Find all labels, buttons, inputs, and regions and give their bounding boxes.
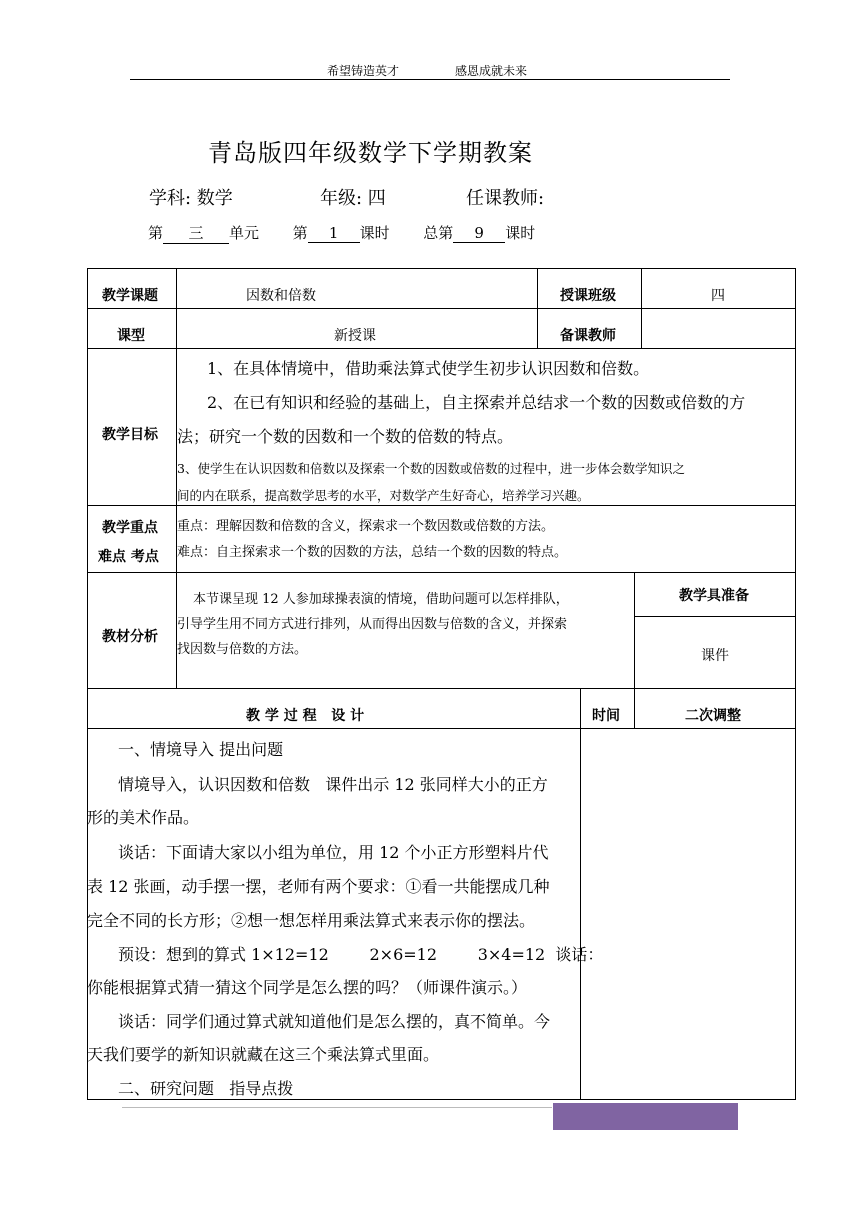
analysis-label: 教材分析 <box>102 629 158 645</box>
goal-1: 1、在具体情境中，借助乘法算式使学生初步认识因数和倍数。 <box>207 359 650 378</box>
grade-field: 年级: 四 <box>320 188 386 209</box>
process-paragraph: 完全不同的长方形；②想一想怎样用乘法算式来表示你的摆法。 <box>87 911 536 930</box>
prep-label: 备课教师 <box>560 328 616 344</box>
process-paragraph: 天我们要学的新知识就藏在这三个乘法算式里面。 <box>87 1045 440 1064</box>
process-paragraph: 谈话：同学们通过算式就知道他们是怎么摆的，真不简单。今 <box>118 1012 551 1031</box>
row-divider <box>87 572 796 573</box>
period-prefix: 第 <box>292 224 308 242</box>
total-suffix: 课时 <box>505 224 536 242</box>
header-motto-right: 感恩成就未来 <box>455 64 528 78</box>
row-divider <box>87 688 796 689</box>
type-value: 新授课 <box>334 328 376 344</box>
section-heading-2: 二、研究问题 指导点拨 <box>118 1079 294 1098</box>
process-paragraph: 谈话：下面请大家以小组为单位，用 12 个小正方形塑料片代 <box>118 843 549 862</box>
tools-label: 教学具准备 <box>679 588 749 604</box>
row-divider <box>87 728 796 729</box>
class-label: 授课班级 <box>560 288 616 304</box>
unit-suffix: 单元 <box>229 224 260 242</box>
process-paragraph: 情境导入，认识因数和倍数 课件出示 12 张同样大小的正方 <box>118 775 548 794</box>
footer-accent-bar <box>553 1103 738 1130</box>
goal-3-line-1: 3、使学生在认识因数和倍数以及探索一个数的因数或倍数的过程中，进一步体会数学知识之 <box>177 461 685 476</box>
row-divider <box>87 308 796 309</box>
period-suffix: 课时 <box>359 224 390 242</box>
process-paragraph: 你能根据算式猜一猜这个同学是怎么摆的吗？（师课件演示。） <box>87 978 528 997</box>
key-label: 教学重点 <box>102 520 158 536</box>
tools-value: 课件 <box>701 648 729 664</box>
goal-2-line-1: 2、在已有知识和经验的基础上，自主探索并总结求一个数的因数或倍数的方 <box>207 393 746 412</box>
page-title: 青岛版四年级数学下学期教案 <box>208 139 533 167</box>
row-divider <box>87 348 796 349</box>
process-paragraph: 表 12 张画，动手摆一摆，老师有两个要求：①看一共能摆成几种 <box>87 877 550 896</box>
analysis-line-3: 找因数与倍数的方法。 <box>177 642 308 657</box>
goals-label: 教学目标 <box>102 427 158 443</box>
lesson-line <box>148 222 535 244</box>
total-value: 9 <box>453 224 505 243</box>
total-prefix: 总第 <box>423 224 454 242</box>
goal-2-line-2: 法；研究一个数的因数和一个数的倍数的特点。 <box>177 427 514 446</box>
topic-label: 教学课题 <box>102 288 158 304</box>
row-divider <box>634 616 796 617</box>
row-divider <box>87 505 796 506</box>
col-divider <box>634 572 635 728</box>
period-value: 1 <box>308 224 360 243</box>
header-motto-left: 希望铸造英才 <box>327 64 400 78</box>
analysis-line-2: 引导学生用不同方式进行排列，从而得出因数与倍数的含义，并探索 <box>177 617 568 632</box>
class-value: 四 <box>711 288 725 304</box>
process-header: 教 学 过 程 设 计 <box>246 708 365 724</box>
section-heading-1: 一、情境导入 提出问题 <box>118 740 284 759</box>
footer-rule <box>122 1107 552 1108</box>
topic-value: 因数和倍数 <box>246 288 316 304</box>
unit-prefix: 第 <box>148 224 164 242</box>
time-header: 时间 <box>592 708 620 724</box>
analysis-line-1: 本节课呈现 12 人参加球操表演的情境，借助问题可以怎样排队， <box>193 592 569 607</box>
process-paragraph: 预设：想到的算式 1×12=12 2×6=12 3×4=12 谈话： <box>118 945 604 964</box>
type-label: 课型 <box>117 328 145 344</box>
col-divider <box>537 268 538 348</box>
hard-point: 难点：自主探索求一个数的因数的方法，总结一个数的因数的特点。 <box>177 545 568 560</box>
unit-value: 三 <box>163 222 229 244</box>
col-divider <box>580 688 581 1100</box>
teacher-field: 任课教师: <box>466 188 545 209</box>
subject-field: 学科: 数学 <box>149 188 233 209</box>
adjust-header: 二次调整 <box>685 708 741 724</box>
key-point: 重点：理解因数和倍数的含义，探索求一个数因数或倍数的方法。 <box>177 519 555 534</box>
col-divider <box>641 268 642 348</box>
header-rule <box>130 79 730 80</box>
goal-3-line-2: 间的内在联系，提高数学思考的水平，对数学产生好奇心，培养学习兴趣。 <box>177 488 590 503</box>
hard-label: 难点 考点 <box>98 549 159 565</box>
process-paragraph: 形的美术作品。 <box>87 808 200 827</box>
